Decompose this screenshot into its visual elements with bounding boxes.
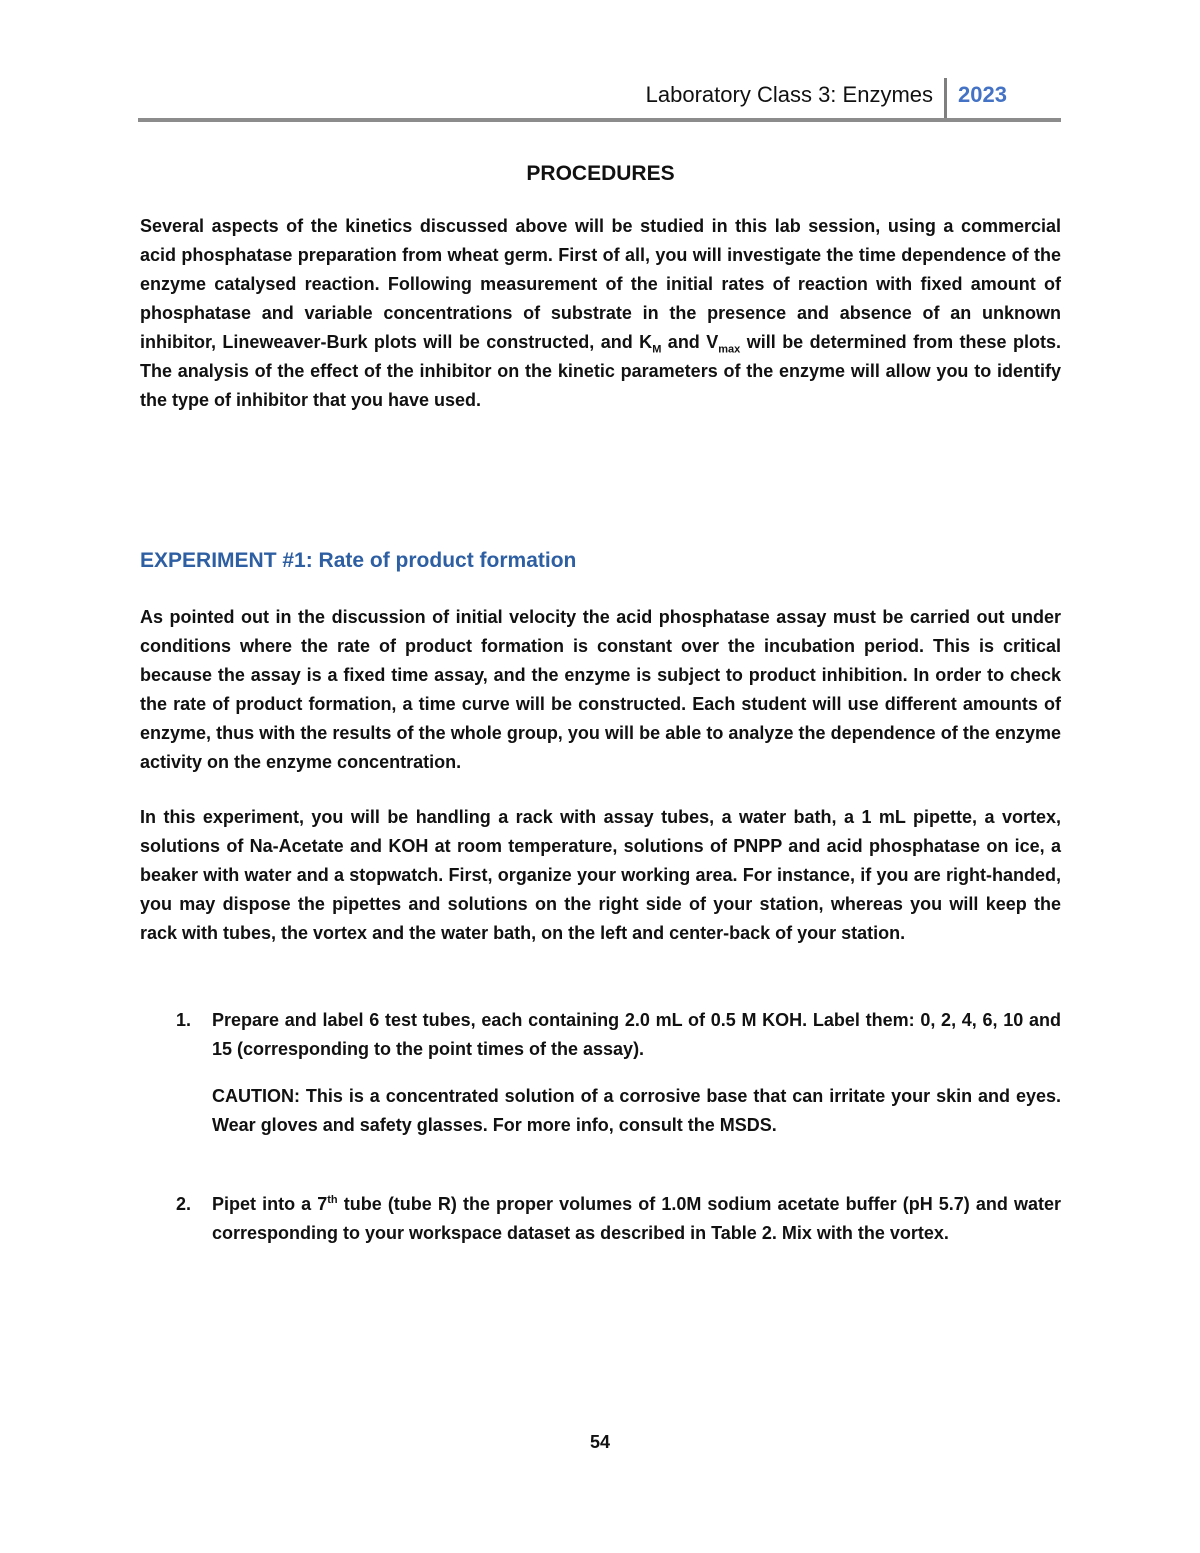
caution-label: CAUTION: [212, 1086, 300, 1106]
experiment-paragraph-2: In this experiment, you will be handling a rack with assay tubes, a water bath, a 1 mL pipette, a vortex, solutions of Na-Acetate and KOH at room temperature, solutions of PNPP and acid phosphatase on ice, a beaker with water and a stopwatch. First, organize your working area. For instance, if you are right-handed, you may dispose the pipettes and solutions on the right side of your station, whereas you will keep the rack with tubes, the vortex and the water bath, on the left and center-back of your station. [140, 807, 1061, 943]
header-title: Laboratory Class 3: Enzymes [645, 82, 933, 107]
header-year: 2023 [958, 82, 1007, 107]
step-number: 2. [176, 1194, 192, 1214]
procedure-step [140, 1006, 1061, 1140]
procedure-step [140, 1190, 1061, 1248]
intro-text-2: and V [661, 332, 719, 352]
step-text-a: Pipet into a 7 [212, 1194, 328, 1214]
caution-text: This is a concentrated solution of a corrosive base that can irritate your skin and eyes. Wear gloves and safety glasses. For more info, consult the MSDS. [212, 1086, 1061, 1135]
step-text [212, 1190, 1061, 1248]
experiment-paragraph-1: As pointed out in the discussion of initial velocity the acid phosphatase assay must be carried out under conditions where the rate of product formation is constant over the incubation period. This is critical because the assay is a fixed time assay, and the enzyme is subject to product inhibition. In order to check the rate of product formation, a time curve will be constructed. Each student will use different amounts of enzyme, thus with the results of the whole group, you will be able to analyze the dependence of the enzyme activity on the enzyme concentration. [140, 607, 1061, 772]
header-rule [138, 118, 1061, 122]
section-title: PROCEDURES [526, 162, 675, 185]
header-separator [944, 78, 947, 120]
intro-paragraph [140, 212, 1061, 415]
experiment-heading: EXPERIMENT #1: Rate of product formation [140, 549, 577, 572]
caution-note [212, 1082, 1061, 1140]
ordinal-superscript: th [327, 1194, 338, 1206]
step-text: Prepare and label 6 test tubes, each containing 2.0 mL of 0.5 M KOH. Label them: 0, 2, 4, 6, 10 and 15 (corresponding to the point times of the assay). [212, 1010, 1061, 1059]
step-number: 1. [176, 1010, 192, 1030]
page-number: 54 [589, 1432, 611, 1452]
step-text-b: tube (tube R) the proper volumes of 1.0M sodium acetate buffer (pH 5.7) and water corresponding to your workspace dataset as described in Table 2. Mix with the vortex. [212, 1194, 1061, 1243]
procedure-steps [140, 1006, 1061, 1248]
page-content [140, 160, 1061, 1298]
intro-text-3: will be determined from these plots. The analysis of the effect of the inhibitor on the kinetic parameters of the enzyme will allow you to identify the type of inhibitor that you have used. [140, 332, 1062, 410]
vmax-subscript: max [718, 343, 741, 356]
km-subscript: M [652, 343, 662, 356]
page-header [140, 78, 1061, 118]
intro-text-1: Several aspects of the kinetics discussed above will be studied in this lab session, using a commercial acid phosphatase preparation from wheat germ. First of all, you will investigate the time dependence of the enzyme catalysed reaction. Following measurement of the initial rates of reaction with fixed amount of phosphatase and variable concentrations of substrate in the presence and absence of an unknown inhibitor, Lineweaver-Burk plots will be constructed, and K [140, 216, 1061, 352]
